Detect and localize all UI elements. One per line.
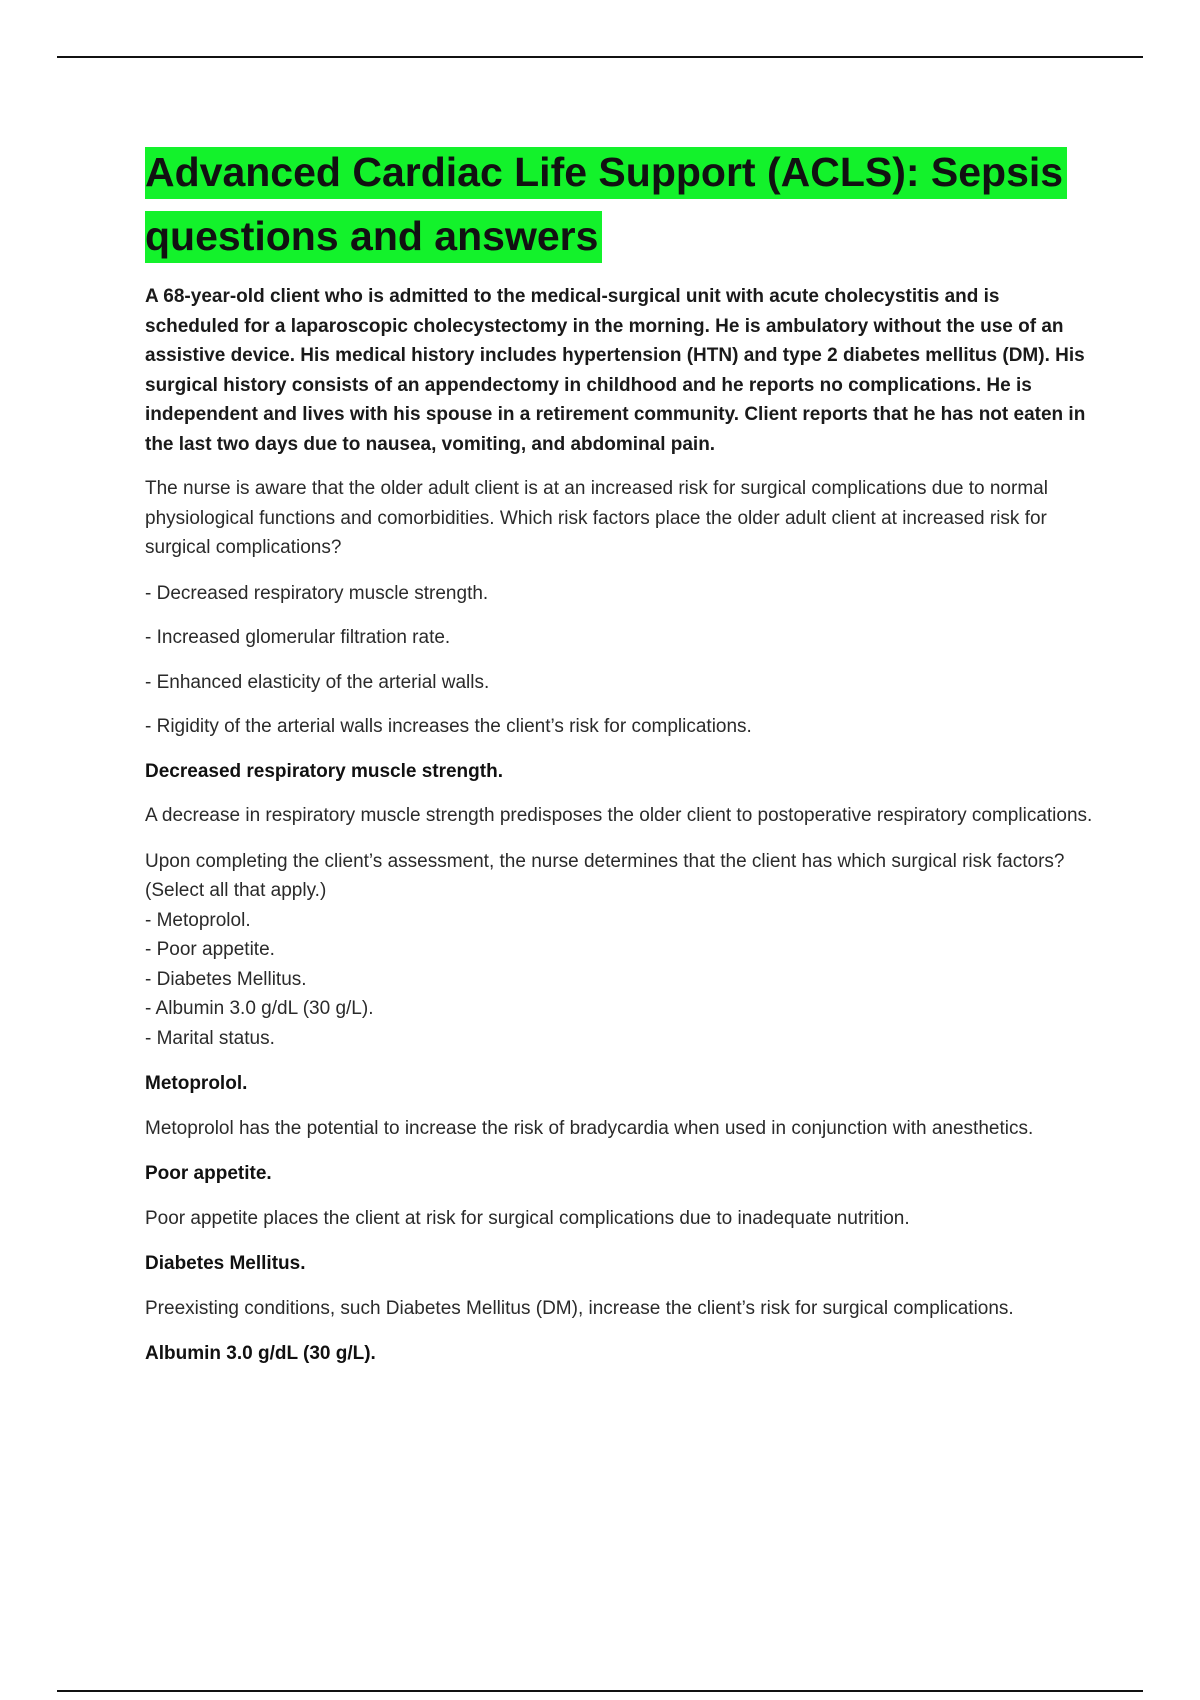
question-2-answer: Metoprolol. bbox=[145, 1073, 248, 1094]
question-2-answer: Diabetes Mellitus. bbox=[145, 1253, 306, 1274]
question-2-option: - Metoprolol. bbox=[145, 909, 251, 931]
case-scenario: A 68-year-old client who is admitted to the medical-surgical unit with acute cholecystitis and is scheduled for a laparoscopic cholecystectomy in the morning. He is ambulatory without the use of an assistive device. His medical history includes hypertension (HTN) and type 2 diabetes mellitus (DM). His surgical history consists of an appendectomy in childhood and he reports no complications. He is independent and lives with his spouse in a retirement community. Client reports that he has not eaten in the last two days due to nausea, vomiting, and abdominal pain. bbox=[145, 286, 1086, 455]
question-2-options bbox=[145, 906, 1095, 1054]
title-highlight: Advanced Cardiac Life Support (ACLS): Sepsis questions and answers bbox=[145, 147, 1067, 263]
question-1-answer: Decreased respiratory muscle strength. bbox=[145, 760, 503, 782]
question-1-option: - Enhanced elasticity of the arterial walls. bbox=[145, 671, 490, 693]
bottom-rule bbox=[57, 1690, 1143, 1692]
question-2-option: - Diabetes Mellitus. bbox=[145, 968, 307, 990]
question-1-text: The nurse is aware that the older adult client is at an increased risk for surgical complications due to normal physiological functions and comorbidities. Which risk factors place the older adult client at increased risk for surgical complications? bbox=[145, 478, 1048, 558]
question-1-option: - Increased glomerular filtration rate. bbox=[145, 627, 451, 648]
question-2-option: - Poor appetite. bbox=[145, 939, 275, 960]
question-1-rationale: A decrease in respiratory muscle strength predisposes the older client to postoperative respiratory complications. bbox=[145, 805, 1093, 826]
question-2-text: Upon completing the client’s assessment, the nurse determines that the client has which surgical risk factors? (Select all that apply.) bbox=[145, 850, 1065, 901]
document-title bbox=[145, 140, 1095, 268]
question-1-option: - Decreased respiratory muscle strength. bbox=[145, 582, 489, 604]
question-1-option: - Rigidity of the arterial walls increases the client’s risk for complications. bbox=[145, 716, 752, 737]
question-2-rationale: Poor appetite places the client at risk for surgical complications due to inadequate nutrition. bbox=[145, 1207, 910, 1229]
question-2-rationale: Preexisting conditions, such Diabetes Mellitus (DM), increase the client’s risk for surgical complications. bbox=[145, 1297, 1014, 1319]
question-2-rationale: Metoprolol has the potential to increase the risk of bradycardia when used in conjunction with anesthetics. bbox=[145, 1117, 1034, 1139]
document-body bbox=[145, 140, 1095, 1384]
top-rule bbox=[57, 56, 1143, 58]
question-2-answer: Poor appetite. bbox=[145, 1163, 272, 1184]
question-2-option: - Albumin 3.0 g/dL (30 g/L). bbox=[145, 998, 374, 1019]
question-2-option: - Marital status. bbox=[145, 1027, 275, 1049]
question-2-answer: Albumin 3.0 g/dL (30 g/L). bbox=[145, 1343, 376, 1364]
